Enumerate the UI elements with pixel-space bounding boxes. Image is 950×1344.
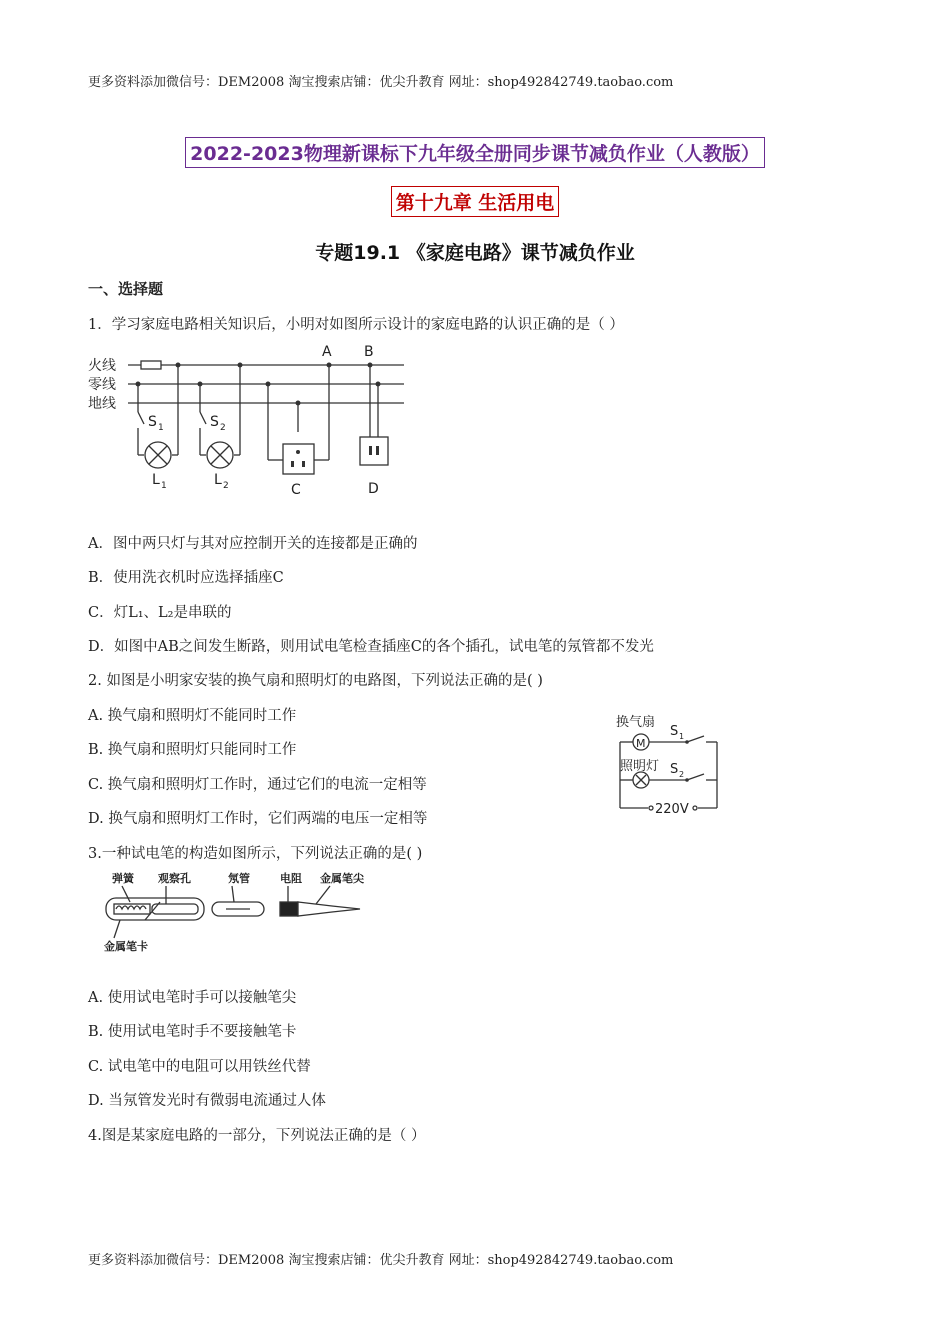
label-clip: 金属笔卡 bbox=[104, 940, 148, 953]
main-title-text: 2022-2023物理新课标下九年级全册同步课节减负作业（人教版） bbox=[185, 137, 765, 168]
label-lamp-l: L bbox=[152, 472, 160, 488]
label-s2-sub: 2 bbox=[679, 770, 685, 779]
label-live-wire: 火线 bbox=[88, 358, 116, 374]
label-ground-wire: 地线 bbox=[88, 396, 116, 412]
label-spring: 弹簧 bbox=[112, 872, 134, 885]
q3-option-a: A. 使用试电笔时手可以接触笔尖 bbox=[88, 990, 297, 1006]
label-motor: M bbox=[636, 737, 646, 750]
section-heading: 一、选择题 bbox=[88, 280, 164, 298]
q3-stem: 3.一种试电笔的构造如图所示，下列说法正确的是( ) bbox=[88, 846, 423, 862]
label-neon: 氖管 bbox=[228, 872, 250, 885]
q2-option-a: A. 换气扇和照明灯不能同时工作 bbox=[88, 708, 297, 724]
q3-option-b: B. 使用试电笔时手不要接触笔卡 bbox=[88, 1024, 297, 1040]
label-tip: 金属笔尖 bbox=[320, 872, 364, 885]
label-switch-1: 1 bbox=[158, 423, 164, 433]
q2-circuit-figure bbox=[612, 710, 732, 820]
label-point-a: A bbox=[322, 344, 332, 360]
q3-pen-figure bbox=[100, 868, 370, 958]
q1-stem: 1．学习家庭电路相关知识后，小明对如图所示设计的家庭电路的认识正确的是（ ） bbox=[88, 317, 624, 333]
q4-stem: 4.图是某家庭电路的一部分，下列说法正确的是（ ） bbox=[88, 1128, 426, 1144]
q2-option-b: B. 换气扇和照明灯只能同时工作 bbox=[88, 742, 297, 758]
label-lamp-1: 1 bbox=[161, 481, 167, 491]
label-lamp-l: L bbox=[214, 472, 222, 488]
label-light: 照明灯 bbox=[620, 759, 660, 774]
label-socket-d: D bbox=[368, 481, 379, 497]
q1-option-c: C．灯L₁、L₂是串联的 bbox=[88, 605, 232, 621]
label-switch-2: 2 bbox=[220, 423, 226, 433]
chapter-title-text: 第十九章 生活用电 bbox=[391, 186, 560, 217]
q2-stem: 2. 如图是小明家安装的换气扇和照明灯的电路图，下列说法正确的是( ) bbox=[88, 673, 543, 689]
q3-option-d: D. 当氖管发光时有微弱电流通过人体 bbox=[88, 1093, 326, 1109]
page-footer: 更多资料添加微信号：DEM2008 淘宝搜索店铺：优尖升教育 网址：shop492842749.taobao.com bbox=[88, 1253, 674, 1268]
chapter-title bbox=[0, 186, 950, 217]
q1-option-b: B．使用洗衣机时应选择插座C bbox=[88, 570, 284, 586]
q1-circuit-figure bbox=[86, 340, 416, 500]
label-resistor: 电阻 bbox=[280, 872, 302, 885]
label-s2: S bbox=[670, 762, 679, 777]
topic-title: 专题19.1 《家庭电路》课节减负作业 bbox=[315, 242, 635, 264]
main-title bbox=[0, 137, 950, 168]
label-point-b: B bbox=[364, 344, 374, 360]
label-s1-sub: 1 bbox=[679, 732, 685, 741]
q3-option-c: C. 试电笔中的电阻可以用铁丝代替 bbox=[88, 1059, 311, 1075]
label-fan: 换气扇 bbox=[616, 715, 656, 730]
label-voltage: 220V bbox=[655, 802, 689, 817]
label-switch-s: S bbox=[148, 414, 157, 430]
q1-option-a: A．图中两只灯与其对应控制开关的连接都是正确的 bbox=[88, 536, 418, 552]
label-window: 观察孔 bbox=[158, 872, 191, 885]
label-switch-s: S bbox=[210, 414, 219, 430]
label-neutral-wire: 零线 bbox=[88, 377, 116, 393]
label-lamp-2: 2 bbox=[223, 481, 229, 491]
q2-option-d: D. 换气扇和照明灯工作时，它们两端的电压一定相等 bbox=[88, 811, 428, 827]
label-s1: S bbox=[670, 724, 679, 739]
label-socket-c: C bbox=[291, 482, 301, 498]
q1-option-d: D．如图中AB之间发生断路，则用试电笔检查插座C的各个插孔，试电笔的氖管都不发光 bbox=[88, 639, 654, 655]
q2-option-c: C. 换气扇和照明灯工作时，通过它们的电流一定相等 bbox=[88, 777, 427, 793]
page-header: 更多资料添加微信号：DEM2008 淘宝搜索店铺：优尖升教育 网址：shop492842749.taobao.com bbox=[88, 75, 674, 90]
